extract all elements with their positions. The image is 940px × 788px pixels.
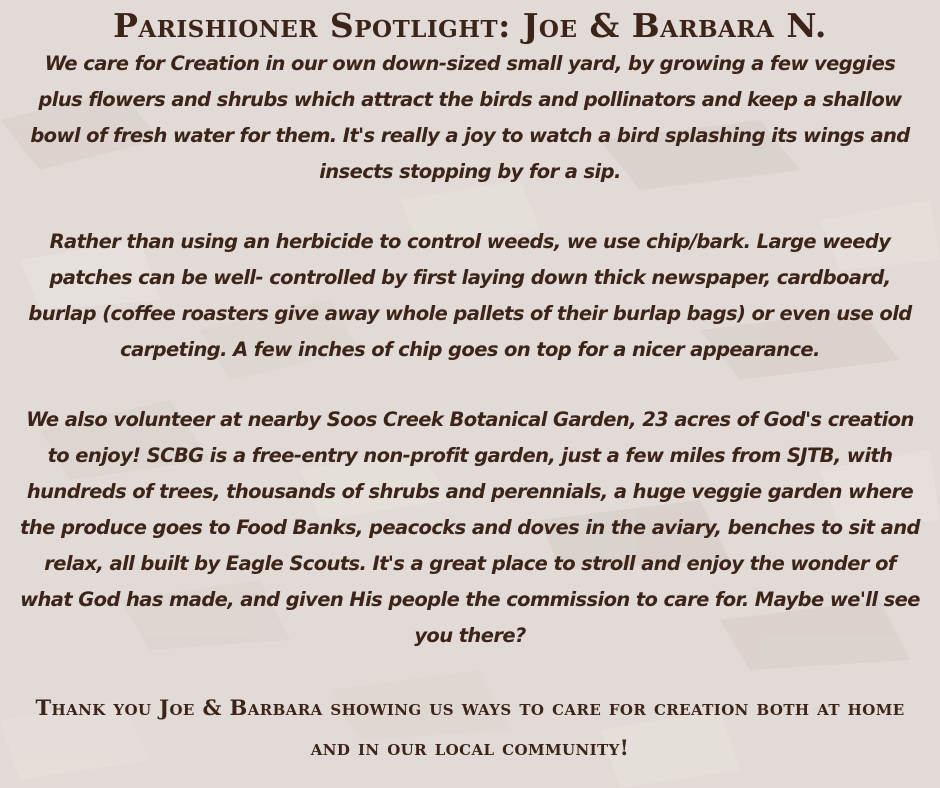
paragraph-garden: We also volunteer at nearby Soos Creek Botanical Garden, 23 acres of God's creation to enjoy! SCBG is a free-entry non-profit garden, just a few miles from SJTB, with hundreds of trees, thousands of shrubs and perennials, a huge veggie garden where the produce goes to Food Banks, peacocks and doves in the aviary, benches to sit and relax, all built by Eagle Scouts. It's a great place to stroll and enjoy the wonder of what God has made, and given His people the commission to care for. Maybe we'll see you there? xyxy=(20,408,920,647)
spacer xyxy=(20,368,920,402)
paragraph-yard: We care for Creation in our own down-sized small yard, by growing a few veggies plus flowers and shrubs which attract the birds and pollinators and keep a shallow bowl of fresh water for them. It's really a joy to watch a bird splashing its wings and insects stopping by for a sip. xyxy=(30,52,910,183)
paragraph-weeds: Rather than using an herbicide to control weeds, we use chip/bark. Large weedy patches can be well- controlled by first laying down thick newspaper, cardboard, burlap (coffee roasters give away whole pallets of their burlap bags) or even use old carpeting. A few inches of chip goes on top for a nicer appearance. xyxy=(28,230,912,361)
spacer xyxy=(20,190,920,224)
page-title: Parishioner Spotlight: Joe & Barbara N. xyxy=(113,6,827,45)
spacer xyxy=(20,654,920,688)
thank-you-message: Thank you Joe & Barbara showing us ways to care for creation both at home and in our local community! xyxy=(35,695,905,760)
